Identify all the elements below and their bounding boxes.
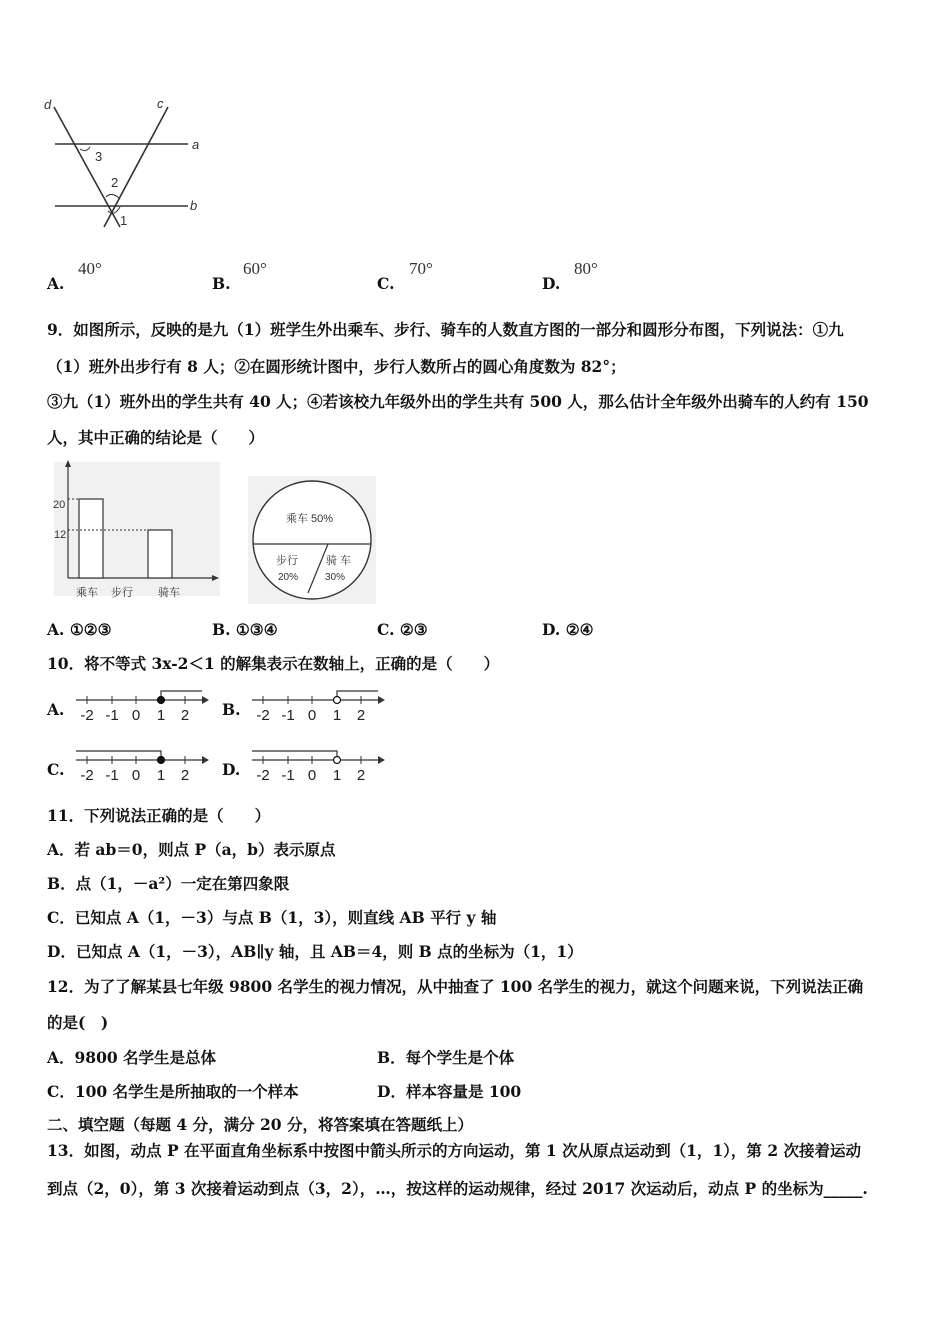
q13-line-1: 13．如图，动点 P 在平面直角坐标系中按图中箭头所示的方向运动，第 1 次从原点运动到（1，1），第 2 次接着运动 bbox=[47, 1141, 861, 1160]
q10-numberline-c bbox=[72, 744, 212, 786]
q12-option-a[interactable]: A．9800 名学生是总体 bbox=[47, 1048, 217, 1067]
tick-label: -1 bbox=[105, 707, 119, 724]
pie-label-walk-pct: 20% bbox=[278, 572, 299, 583]
q12-line-2: 的是( ) bbox=[47, 1013, 109, 1032]
q12-option-c[interactable]: C．100 名学生是所抽取的一个样本 bbox=[47, 1082, 299, 1101]
q10-option-a-letter[interactable]: A. bbox=[47, 700, 65, 719]
q12-option-b[interactable]: B．每个学生是个体 bbox=[377, 1048, 515, 1067]
q9-line-2: （1）班外出步行有 8 人；②在圆形统计图中，步行人数所占的圆心角度数为 82°； bbox=[47, 357, 626, 376]
label-d: d bbox=[44, 97, 52, 112]
open-point bbox=[334, 757, 341, 764]
bar-ride bbox=[79, 499, 103, 578]
closed-point bbox=[158, 757, 165, 764]
pie-circle bbox=[253, 481, 371, 599]
tick-label: -2 bbox=[80, 707, 94, 724]
q9-bar-chart bbox=[48, 458, 226, 606]
tick-label: 1 bbox=[156, 767, 166, 784]
tick-label: -1 bbox=[105, 767, 119, 784]
tick-12: 12 bbox=[54, 529, 67, 541]
section-heading: 二、填空题（每题 4 分，满分 20 分，将答案填在答题纸上） bbox=[47, 1115, 473, 1134]
label-3: 3 bbox=[95, 149, 103, 164]
solution-ray bbox=[76, 751, 161, 760]
axis-arrow bbox=[202, 696, 209, 704]
tick-label: 0 bbox=[307, 707, 317, 724]
tick-label: 0 bbox=[131, 707, 141, 724]
q9-option-a[interactable]: A. ①②③ bbox=[47, 620, 112, 639]
tick-label: -2 bbox=[80, 767, 94, 784]
closed-point bbox=[158, 697, 165, 704]
q9-option-b[interactable]: B. ①③④ bbox=[212, 620, 278, 639]
q8-option-a-letter[interactable]: A. bbox=[47, 274, 65, 293]
q10-option-d-letter[interactable]: D. bbox=[222, 760, 241, 779]
q10-numberline-d bbox=[248, 744, 388, 786]
q11-option-c[interactable]: C．已知点 A（1，－3）与点 B（1，3），则直线 AB 平行 y 轴 bbox=[47, 908, 497, 927]
q8-option-b-letter[interactable]: B. bbox=[212, 274, 231, 293]
q8-option-c-value: 70° bbox=[409, 259, 433, 278]
q12-option-d[interactable]: D．样本容量是 100 bbox=[377, 1082, 522, 1101]
tick-label: 1 bbox=[332, 707, 342, 724]
cat-walk: 步行 bbox=[111, 587, 133, 599]
solution-ray bbox=[161, 691, 202, 700]
pie-label-bike: 骑 车 bbox=[326, 555, 352, 567]
tick-20: 20 bbox=[53, 499, 66, 511]
tick-label: -2 bbox=[256, 707, 270, 724]
q11-option-b[interactable]: B．点（1，－a²）一定在第四象限 bbox=[47, 874, 290, 893]
q10-option-c-letter[interactable]: C. bbox=[47, 760, 65, 779]
label-a: a bbox=[192, 137, 200, 152]
q11-option-a[interactable]: A．若 ab＝0，则点 P（a，b）表示原点 bbox=[47, 840, 336, 859]
q8-option-a-value: 40° bbox=[78, 259, 102, 278]
axis-arrow bbox=[202, 756, 209, 764]
q9-line-4: 人，其中正确的结论是（ ） bbox=[47, 428, 265, 447]
cat-bike: 骑车 bbox=[158, 587, 180, 599]
open-point bbox=[334, 697, 341, 704]
q9-line-1: 9．如图所示，反映的是九（1）班学生外出乘车、步行、骑车的人数直方图的一部分和圆形分布图，下列说法：①九 bbox=[47, 320, 844, 339]
tick-label: 0 bbox=[307, 767, 317, 784]
parallel-lines-figure bbox=[40, 95, 210, 230]
q10-numberline-b bbox=[248, 684, 388, 726]
q8-option-b-value: 60° bbox=[243, 259, 267, 278]
label-1: 1 bbox=[120, 213, 128, 228]
cat-ride: 乘车 bbox=[76, 587, 98, 599]
q11-option-d[interactable]: D．已知点 A（1，－3），AB∥y 轴，且 AB＝4，则 B 点的坐标为（1，1） bbox=[47, 942, 583, 961]
q11-stem: 11．下列说法正确的是（ ） bbox=[47, 806, 271, 825]
pie-label-ride: 乘车 50% bbox=[286, 513, 334, 525]
q10-stem: 10．将不等式 3x-2＜1 的解集表示在数轴上，正确的是（ ） bbox=[47, 654, 500, 673]
bar-bike bbox=[148, 530, 172, 578]
solution-ray bbox=[337, 691, 378, 700]
tick-label: 2 bbox=[356, 707, 366, 724]
q9-option-d[interactable]: D. ②④ bbox=[542, 620, 594, 639]
tick-label: 2 bbox=[356, 767, 366, 784]
q10-numberline-a bbox=[72, 684, 212, 726]
angle-2-arc bbox=[106, 194, 120, 199]
q8-option-d-letter[interactable]: D. bbox=[542, 274, 561, 293]
q8-option-c-letter[interactable]: C. bbox=[377, 274, 395, 293]
tick-label: 1 bbox=[156, 707, 166, 724]
line-d bbox=[54, 107, 120, 227]
axis-arrow bbox=[378, 696, 385, 704]
tick-label: -2 bbox=[256, 767, 270, 784]
label-b: b bbox=[190, 198, 198, 213]
pie-label-bike-pct: 30% bbox=[325, 572, 346, 583]
axis-arrow bbox=[378, 756, 385, 764]
solution-ray bbox=[252, 751, 337, 760]
tick-label: 2 bbox=[180, 707, 190, 724]
q10-option-b-letter[interactable]: B. bbox=[222, 700, 241, 719]
tick-label: 2 bbox=[180, 767, 190, 784]
tick-label: -1 bbox=[281, 707, 295, 724]
q9-option-c[interactable]: C. ②③ bbox=[377, 620, 428, 639]
q12-line-1: 12．为了了解某县七年级 9800 名学生的视力情况，从中抽查了 100 名学生的视力，就这个问题来说，下列说法正确 bbox=[47, 977, 864, 996]
q9-line-3: ③九（1）班外出的学生共有 40 人；④若该校九年级外出的学生共有 500 人，那么估计全年级外出骑车的人约有 150 bbox=[47, 392, 869, 411]
label-c: c bbox=[157, 96, 164, 111]
label-2: 2 bbox=[111, 175, 119, 190]
q13-line-2: 到点（2，0），第 3 次接着运动到点（3，2），…，按这样的运动规律，经过 2017 次运动后，动点 P 的坐标为_____. bbox=[47, 1179, 868, 1198]
q8-option-d-value: 80° bbox=[574, 259, 598, 278]
q9-pie-chart bbox=[248, 476, 376, 604]
tick-label: -1 bbox=[281, 767, 295, 784]
tick-label: 0 bbox=[131, 767, 141, 784]
tick-label: 1 bbox=[332, 767, 342, 784]
line-c bbox=[104, 107, 168, 227]
angle-3-arc bbox=[80, 147, 90, 151]
pie-label-walk: 步行 bbox=[276, 555, 298, 567]
